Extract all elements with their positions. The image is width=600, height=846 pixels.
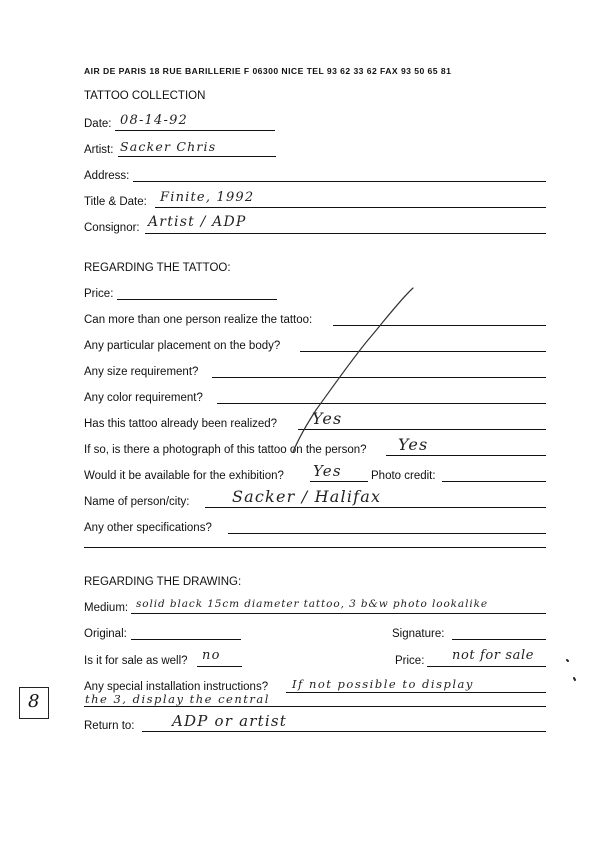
tattoo-price-label: Price: (84, 288, 114, 300)
form-title: TATTOO COLLECTION (84, 90, 206, 102)
return-to-value: ADP or artist (172, 712, 287, 730)
photograph-value: Yes (398, 435, 429, 454)
realized-label: Has this tattoo already been realized? (84, 418, 278, 430)
medium-value: solid black 15cm diameter tattoo, 3 b&w photo lookalike (136, 598, 488, 610)
person-city-label: Name of person/city: (84, 496, 190, 508)
for-sale-label: Is it for sale as well? (84, 655, 188, 667)
consignor-value: Artist / ADP (148, 214, 247, 230)
margin-mark: 8 (28, 691, 40, 712)
available-value: Yes (313, 462, 342, 480)
artist-label: Artist: (84, 144, 114, 156)
color-label: Any color requirement? (84, 392, 203, 404)
person-city-value: Sacker / Halifax (232, 487, 382, 506)
title-date-value: Finite, 1992 (160, 190, 255, 205)
tattoo-section-heading: REGARDING THE TATTOO: (84, 262, 231, 274)
installation-value-line-1: If not possible to display (292, 677, 474, 691)
for-sale-value: no (202, 648, 221, 663)
return-to-label: Return to: (84, 720, 135, 732)
original-label: Original: (84, 628, 127, 640)
drawing-section-heading: REGARDING THE DRAWING: (84, 576, 242, 588)
consignor-label: Consignor: (84, 222, 140, 234)
placement-label: Any particular placement on the body? (84, 340, 281, 352)
medium-label: Medium: (84, 602, 129, 614)
photo-credit-label: Photo credit: (371, 470, 436, 482)
size-label: Any size requirement? (84, 366, 199, 378)
address-label: Address: (84, 170, 130, 182)
available-label: Would it be available for the exhibition? (84, 470, 284, 482)
title-date-label: Title & Date: (84, 196, 147, 208)
date-value: 08-14-92 (120, 113, 189, 128)
date-label: Date: (84, 118, 112, 130)
drawing-price-label: Price: (395, 655, 425, 667)
photograph-label: If so, is there a photograph of this tattoo on the person? (84, 444, 367, 456)
realized-value: Yes (312, 409, 343, 428)
installation-value-line-2: the 3, display the central (85, 692, 270, 706)
artist-value: Sacker Chris (120, 139, 217, 154)
drawing-price-value: not for sale (452, 648, 535, 663)
more-than-one-label: Can more than one person realize the tattoo: (84, 314, 313, 326)
signature-label: Signature: (392, 628, 445, 640)
installation-label: Any special installation instructions? (84, 681, 269, 693)
other-specs-label: Any other specifications? (84, 522, 212, 534)
gallery-address-header: AIR DE PARIS 18 RUE BARILLERIE F 06300 NICE TEL 93 62 33 62 FAX 93 50 65 81 (84, 66, 452, 76)
